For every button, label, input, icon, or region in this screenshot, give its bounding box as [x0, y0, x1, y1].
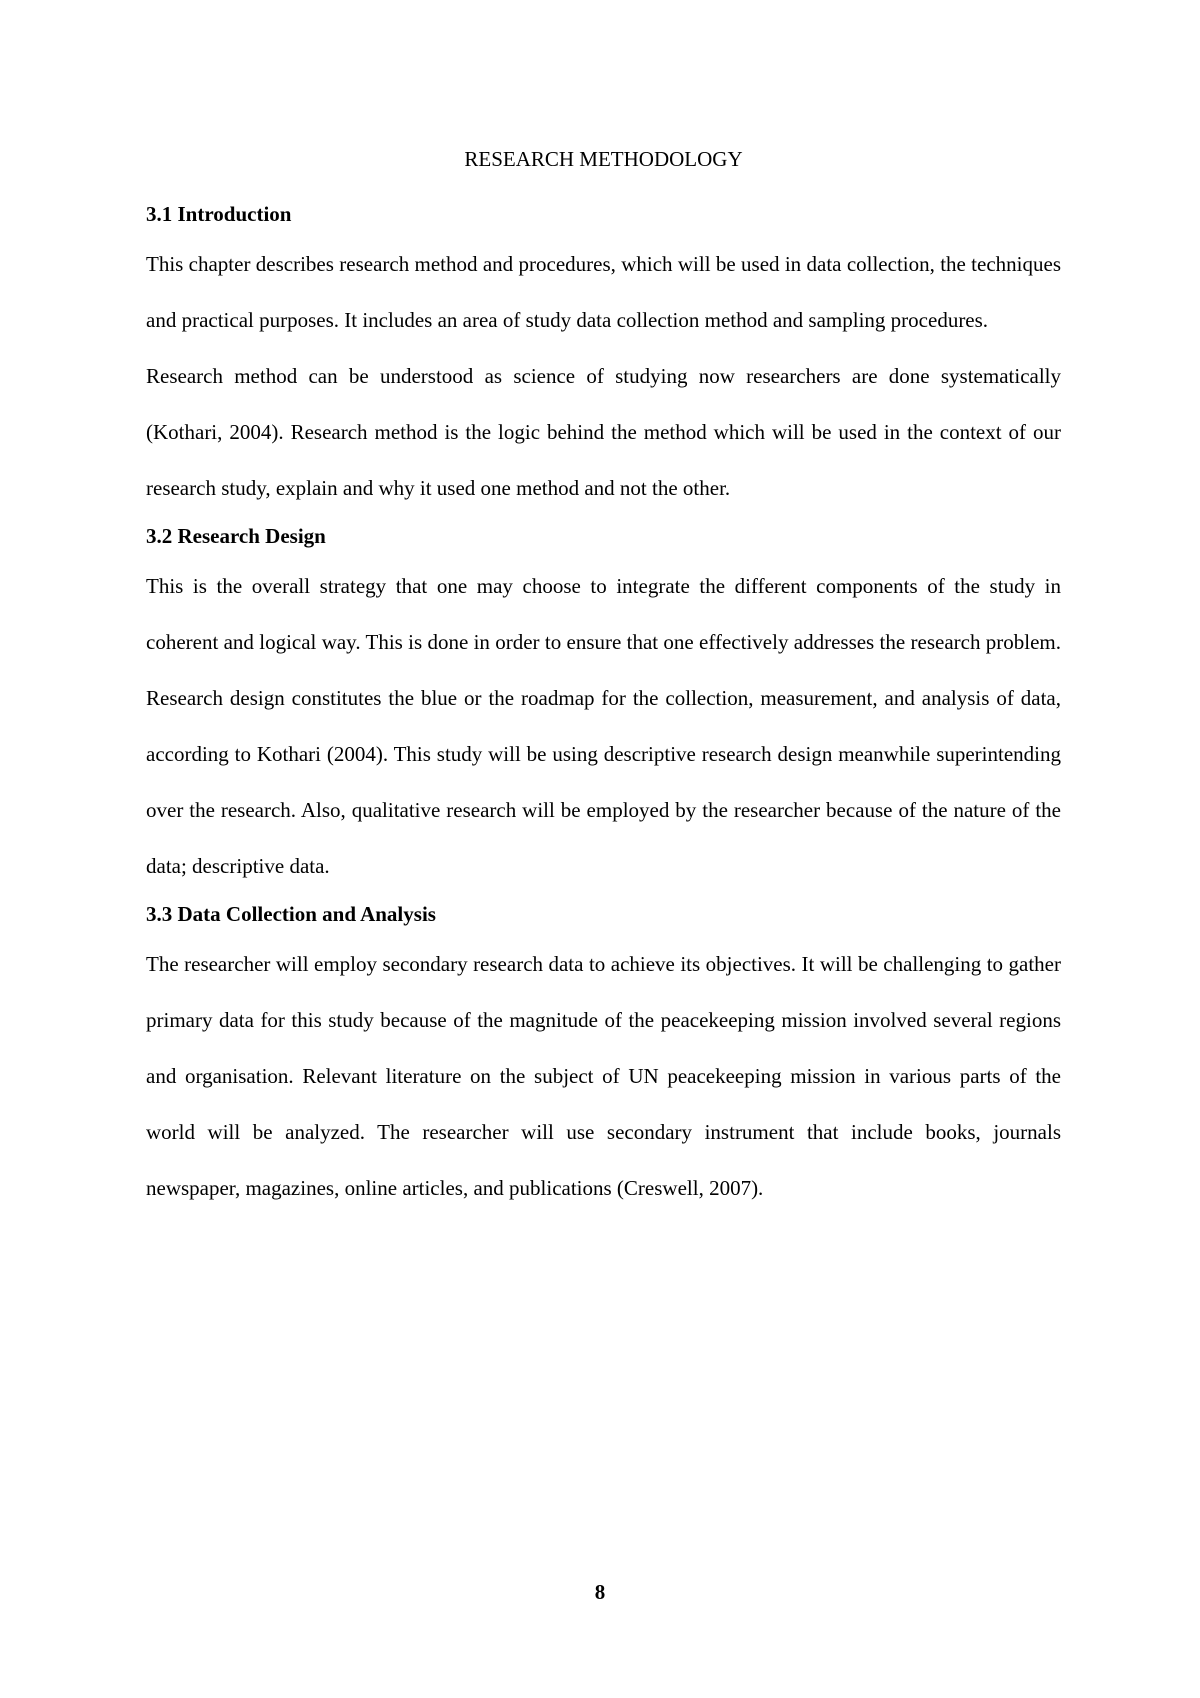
paragraph-research-design: This is the overall strategy that one may choose to integrate the different components of the study in coherent and logical way. This is done in order to ensure that one effectively addresses the research problem. Research design constitutes the blue or the roadmap for the collection, measurement, and analysis of data, according to Kothari (2004). This study will be using descriptive research design meanwhile superintending over the research. Also, qualitative research will be employed by the researcher because of the nature of the data; descriptive data.	[146, 574, 1061, 878]
section-heading-data-collection: 3.3 Data Collection and Analysis	[146, 902, 436, 926]
chapter-title: RESEARCH METHODOLOGY	[464, 147, 743, 171]
page-content	[146, 145, 1061, 1216]
section-heading-research-design: 3.2 Research Design	[146, 524, 326, 548]
paragraph-data-collection: The researcher will employ secondary research data to achieve its objectives. It will be challenging to gather primary data for this study because of the magnitude of the peacekeeping mission involved several regions and organisation. Relevant literature on the subject of UN peacekeeping mission in various parts of the world will be analyzed. The researcher will use secondary instrument that include books, journals newspaper, magazines, online articles, and publications (Creswell, 2007).	[146, 952, 1061, 1200]
page-number: 8	[594, 1580, 606, 1604]
paragraph-introduction-2: Research method can be understood as science of studying now researchers are done systematically (Kothari, 2004). Research method is the logic behind the method which will be used in the context of our research study, explain and why it used one method and not the other.	[146, 364, 1061, 500]
section-heading-introduction: 3.1 Introduction	[146, 202, 292, 226]
paragraph-introduction-1: This chapter describes research method and procedures, which will be used in data collection, the techniques and practical purposes. It includes an area of study data collection method and sampling procedures.	[146, 252, 1061, 332]
